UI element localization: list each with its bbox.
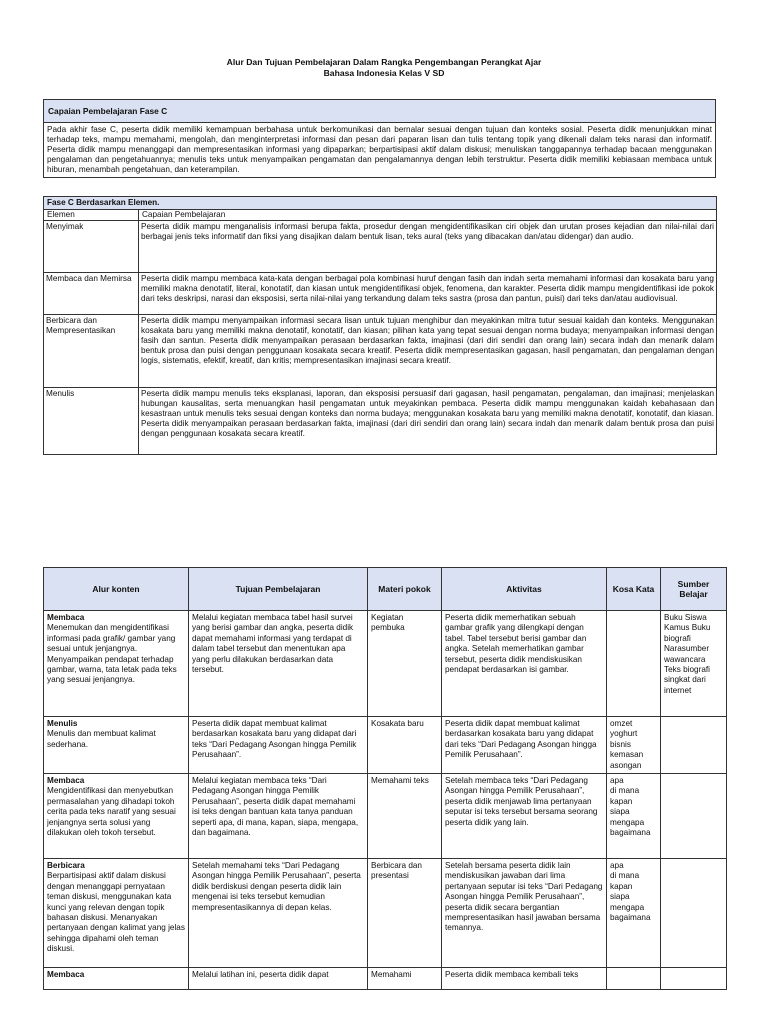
alur-konten: Berpartisipasi aktif dalam diskusi dengan menanggapi pernyataan teman diskusi, menggunakan kata kunci yang relevan dengan topik bahasan diskusi. Menanyakan pertanyaan dengan kalimat yang jelas sehingga dipahami oleh teman diskusi. [47,871,185,954]
sumber-item: Buku Siswa [664,613,707,622]
kosa-item: bagaimana [610,913,651,923]
alur-topic: Berbicara [47,861,85,871]
kosa-item: apa [610,776,624,786]
fase-table [43,196,717,455]
alur-konten: Mengidentifikasi dan menyebutkan permasalahan yang dihadapi tokoh cerita pada teks naratif yang sesuai jenjangnya serta solusi yang dilakukan oleh tokoh tersebut. [47,786,176,838]
alur-tujuan: Melalui kegiatan membaca tabel hasil survei yang berisi gambar dan angka, peserta didik dapat memahami informasi yang terdapat di dalam tabel tersebut dan menentukan apa yang perlu dilakukan berdasarkan data tersebut. [189,611,368,717]
alur-sumber [661,774,727,859]
document-title-line-1: Alur Dan Tujuan Pembelajaran Dalam Rangka Pengembangan Perangkat Ajar [226,57,542,67]
alur-kosa [607,859,661,968]
alur-header-row [44,568,727,611]
alur-topic: Membaca [47,776,85,786]
kosa-item: kemasan [610,750,644,760]
alur-tujuan: Peserta didik dapat membuat kalimat berdasarkan kosakata baru yang didapat dari teks “Dari Pedagang Asongan hingga Pemilik Perusahaan”. [189,717,368,774]
alur-table [43,567,727,990]
fase-elemen: Membaca dan Memirsa [44,273,139,315]
alur-topic: Menulis [47,719,78,728]
alur-materi: Memahami teks [368,774,442,859]
fase-row [44,221,717,273]
alur-materi: Memahami [368,968,442,990]
fase-heading: Fase C Berdasarkan Elemen. [44,197,717,210]
kosa-item: mengapa [610,817,645,827]
kosa-item: di mana [610,871,640,881]
alur-kosa [607,968,661,990]
fase-col-capaian: Capaian Pembelajaran [139,210,717,221]
alur-row [44,717,727,774]
alur-row [44,859,727,968]
kosa-item: siapa [610,892,630,902]
alur-tujuan: Melalui kegiatan membaca teks “Dari Pedagang Asongan hingga Pemilik Perusahaan”, peserta didik dapat memahami isi teks dengan bantuan kata tanya panduan seperti apa, di mana, kapan, siapa, mengapa, dan bagaimana. [189,774,368,859]
fase-row [44,273,717,315]
document-title [0,57,768,79]
alur-row [44,968,727,990]
alur-kosa [607,611,661,717]
alur-tujuan: Melalui latihan ini, peserta didik dapat [189,968,368,990]
capaian-table [43,99,716,178]
fase-elemen: Berbicara dan Mempresentasikan [44,315,139,388]
alur-sumber [661,611,727,717]
alur-materi: Kegiatan pembuka [368,611,442,717]
alur-topic: Membaca [47,970,85,980]
fase-col-elemen: Elemen [44,210,139,221]
kosa-item: bagaimana [610,828,651,838]
kosa-item: yoghurt [610,729,638,739]
fase-elemen: Menyimak [44,221,139,273]
alur-aktivitas: Setelah bersama peserta didik lain mendiskusikan jawaban dari lima pertanyaan seputar isi teks “Dari Pedagang Asongan hingga Pemilik Perusahaan”, peserta didik secara bergantian mempresentasikan hasil jawaban bersama temannya. [442,859,607,968]
alur-kosa [607,774,661,859]
kosa-item: apa [610,861,624,871]
alur-sumber [661,717,727,774]
alur-aktivitas: Peserta didik membaca kembali teks [442,968,607,990]
alur-col-header: Kosa Kata [607,568,661,611]
kosa-item: omzet [610,719,633,728]
sumber-item: Kamus Buku biografi [664,623,711,643]
alur-col-header: Materi pokok [368,568,442,611]
alur-sumber [661,859,727,968]
kosa-item: di mana [610,786,640,796]
kosa-item: bisnis [610,739,631,749]
fase-capaian: Peserta didik mampu menulis teks eksplanasi, laporan, dan eksposisi persuasif dari gagasan, hasil pengamatan, pengalaman, dan imajinasi; menjelaskan hubungan kausalitas, serta menuangkan hasil pengamatan untuk meyakinkan pembaca. Peserta didik mampu menggunakan kaidah kebahasaan dan kesastraan untuk menulis teks sesuai dengan konteks dan norma budaya; menggunakan kosakata baru yang memiliki makna denotatif, konotatif, dan kiasan. Peserta didik menyampaikan perasaan berdasarkan fakta, imajinasi (dari diri sendiri dan orang lain) secara indah dan menarik dalam bentuk prosa dan puisi dengan penggunaan kosakata secara kreatif. [139,388,717,455]
alur-konten: Menemukan dan mengidentifikasi informasi pada grafik/ gambar yang sesuai untuk jenjangnya. Menyampaikan pendapat terhadap gambar, warna, tata letak pada teks yang sesuai jenjangnya. [47,623,177,685]
fase-elemen: Menulis [44,388,139,455]
fase-row [44,388,717,455]
alur-aktivitas: Setelah membaca teks “Dari Pedagang Asongan hingga Pemilik Perusahaan”, peserta didik menjawab lima pertanyaan seputar isi teks tersebut bersama seorang peserta didik yang lain. [442,774,607,859]
alur-materi: Kosakata baru [368,717,442,774]
kosa-item: mengapa [610,902,645,912]
alur-col-header: Sumber Belajar [661,568,727,611]
kosa-item: kapan [610,881,633,891]
fase-capaian: Peserta didik mampu membaca kata-kata dengan berbagai pola kombinasi huruf dengan fasih dan indah serta memahami informasi dan kosakata baru yang memiliki makna denotatif, literal, konotatif, dan kiasan untuk mengidentifikasi objek, fenomena, dan karakter. Peserta didik mampu mengidentifikasi ide pokok dari teks deskripsi, narasi dan eksposisi, serta nilai-nilai yang terkandung dalam teks sastra (prosa dan pantun, puisi) dari teks dan/atau audiovisual. [139,273,717,315]
capaian-heading: Capaian Pembelajaran Fase C [44,100,716,123]
alur-konten-cell [44,774,189,859]
kosa-item: kapan [610,796,633,806]
alur-konten-cell [44,611,189,717]
alur-col-header: Tujuan Pembelajaran [189,568,368,611]
alur-sumber [661,968,727,990]
alur-col-header: Aktivitas [442,568,607,611]
fase-capaian: Peserta didik mampu menyampaikan informasi secara lisan untuk tujuan menghibur dan meyakinkan mitra tutur sesuai kaidah dan konteks. Menggunakan kosakata baru yang memiliki makna denotatif, konotatif, dan kiasan; pilihan kata yang tepat sesuai dengan norma budaya; menyampaikan informasi dengan fasih dan santun. Peserta didik menyampaikan perasaan berdasarkan fakta, imajinasi (dari diri sendiri dan orang lain) secara indah dan menarik dalam bentuk prosa dan puisi dengan penggunaan kosakata secara kreatif. Peserta didik mempresentasikan gagasan, hasil pengamatan, dan pengalaman dengan logis, sistematis, efektif, kreatif, dan kritis; mempresentasikan imajinasi secara kreatif. [139,315,717,388]
kosa-item: asongan [610,760,642,770]
fase-capaian: Peserta didik mampu menganalisis informasi berupa fakta, prosedur dengan mengidentifikasikan ciri objek dan urutan proses kejadian dan nilai-nilai dari berbagai jenis teks informatif dan fiksi yang disajikan dalam bentuk lisan, teks aural (teks yang dibacakan dan/atau didengar) dan audio. [139,221,717,273]
alur-konten-cell [44,859,189,968]
alur-aktivitas: Peserta didik dapat membuat kalimat berdasarkan kosakata baru yang didapat dari teks “Dari Pedagang Asongan hingga Pemilik Perusahaan”. [442,717,607,774]
alur-kosa [607,717,661,774]
document-title-line-2: Bahasa Indonesia Kelas V SD [323,68,445,78]
sumber-item: Narasumber [664,644,710,654]
sumber-item: wawancara [664,654,706,664]
alur-aktivitas: Peserta didik memerhatikan sebuah gambar grafik yang dilengkapi dengan tabel. Tabel tersebut berisi gambar dan angka. Setelah memerhatikan gambar tersebut, peserta didik mendiskusikan pendapat berdasarkan isi gambar. [442,611,607,717]
alur-konten-cell [44,968,189,990]
alur-konten: Menulis dan membuat kalimat sederhana. [47,729,156,749]
alur-tujuan: Setelah memahami teks “Dari Pedagang Asongan hingga Pemilik Perusahaan”, peserta didik berdiskusi dengan peserta didik lain mengenai isi teks tersebut kemudian mempresentasikannya di depan kelas. [189,859,368,968]
alur-row [44,774,727,859]
alur-konten-cell [44,717,189,774]
kosa-item: siapa [610,807,630,817]
alur-topic: Membaca [47,613,85,622]
alur-row [44,611,727,717]
sumber-item: Teks biografi singkat dari internet [664,665,710,695]
capaian-text: Pada akhir fase C, peserta didik memiliki kemampuan berbahasa untuk berkomunikasi dan bernalar sesuai dengan tujuan dan konteks sosial. Peserta didik menunjukkan minat terhadap teks, mampu memahami, mengolah, dan menginterpretasi informasi dan pesan dari paparan lisan dan tulis tentang topik yang dikenali dalam teks narasi dan informatif. Peserta didik mampu menanggapi dan mempresentasikan informasi yang dipaparkan; berpartisipasi aktif dalam diskusi; menuliskan tanggapannya terhadap bacaan menggunakan pengalaman dan pengetahuannya; menulis teks untuk menyampaikan pengamatan dan pengalamannya dengan lebih terstruktur. Peserta didik memiliki kebiasaan membaca untuk hiburan, menambah pengetahuan, dan keterampilan. [44,123,716,178]
fase-row [44,315,717,388]
alur-materi: Berbicara dan presentasi [368,859,442,968]
alur-col-header: Alur konten [44,568,189,611]
